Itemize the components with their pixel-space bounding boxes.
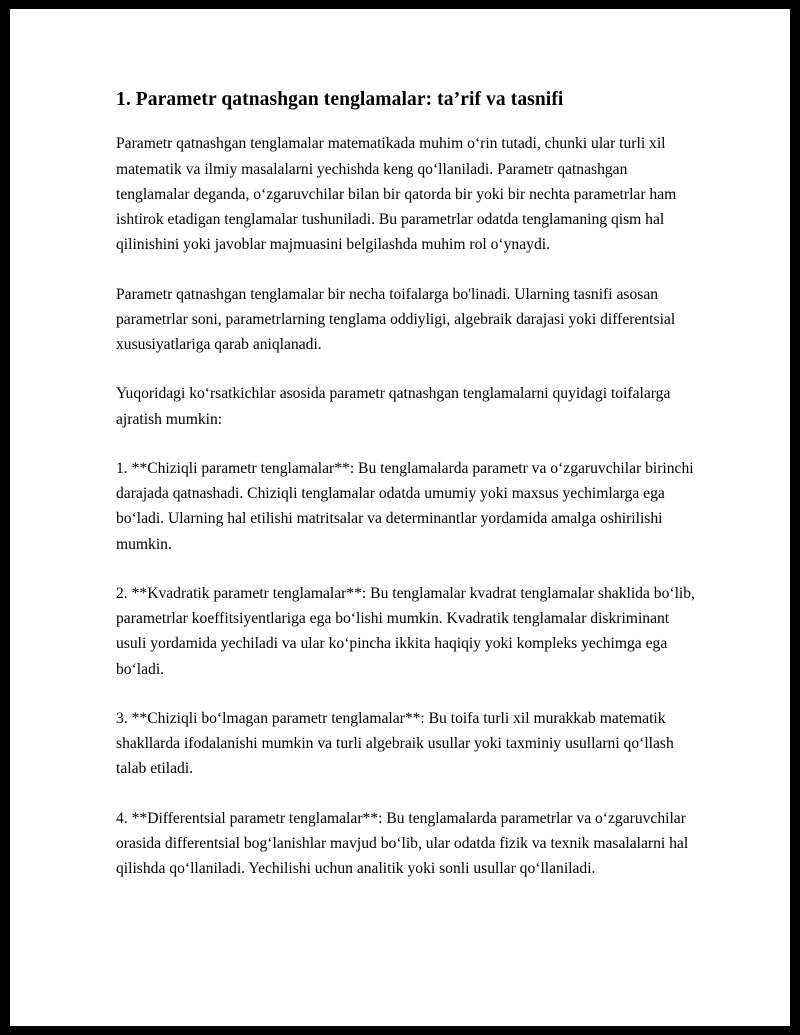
paragraph: Yuqoridagi ko‘rsatkichlar asosida parametr qatnashgan tenglamalarni quyidagi toifalarga ajratish mumkin: (116, 385, 671, 428)
paragraph: 1. **Chiziqli parametr tenglamalar**: Bu tenglamalarda parametr va o‘zgaruvchilar birinchi darajada qatnashadi. Chiziqli tenglamalar odatda umumiy yoki maxsus yechimlarga ega bo‘ladi. Ularning hal etilishi matritsalar va determinantlar yordamida amalga oshirilishi mumkin. (116, 459, 694, 553)
paragraph: 3. **Chiziqli bo‘lmagan parametr tenglamalar**: Bu toifa turli xil murakkab matematik shakllarda ifodalanishi mumkin va turli algebraik usullar yoki taxminiy usullarni qo‘llash talab etiladi. (116, 709, 674, 778)
page-title: 1. Parametr qatnashgan tenglamalar: ta’rif va tasnifi (116, 89, 564, 110)
paragraph: 2. **Kvadratik parametr tenglamalar**: Bu tenglamalar kvadrat tenglamalar shaklida bo‘lib, parametrlar koeffitsiyentlariga ega bo‘lishi mumkin. Kvadratik tenglamalar diskriminant usuli yordamida yechiladi va ular ko‘pincha ikkita haqiqiy yoki kompleks yechimga ega bo‘ladi. (116, 584, 695, 678)
paragraph: 4. **Differentsial parametr tenglamalar**: Bu tenglamalarda parametrlar va o‘zgaruvchilar orasida differentsial bog‘lanishlar mavjud bo‘lib, ular odatda fizik va texnik masalalarni hal qilishda qo‘llaniladi. Yechilishi uchun analitik yoki sonli usullar qo‘llaniladi. (116, 809, 689, 878)
paragraph: Parametr qatnashgan tenglamalar matematikada muhim o‘rin tutadi, chunki ular turli xil matematik va ilmiy masalalarni yechishda keng qo‘llaniladi. Parametr qatnashgan tenglamalar deganda, o‘zgaruvchilar bilan bir qatorda bir yoki bir nechta parametrlar ham ishtirok etadigan tenglamalar tushuniladi. Bu parametrlar odatda tenglamaning qism hal qilinishini yoki javoblar majmuasini belgilashda muhim rol o‘ynaydi. (116, 135, 677, 254)
paragraph: Parametr qatnashgan tenglamalar bir necha toifalarga bo'linadi. Ularning tasnifi asosan parametrlar soni, parametrlarning tenglama oddiyligi, algebraik darajasi yoki differentsial xususiyatlariga qarab aniqlanadi. (116, 285, 676, 354)
document-page (10, 9, 790, 1026)
document-body (116, 87, 696, 881)
